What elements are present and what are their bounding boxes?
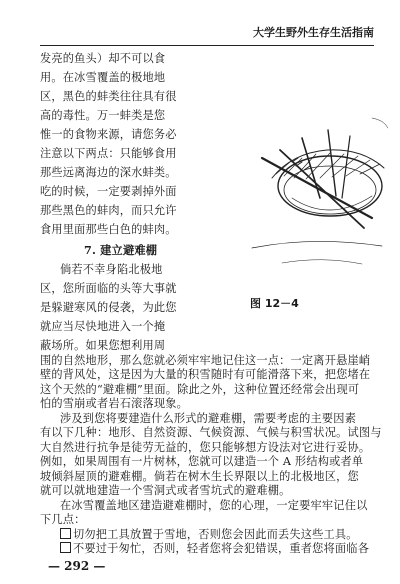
section-line: 是躲避寒风的侵袭，为此您 <box>40 301 177 314</box>
body-line: 这个天然的“避难棚”里面。除此之外，这种位置还经常会出现可 <box>40 382 360 396</box>
body-line <box>60 499 400 513</box>
body-line: 有以下几种：地形、自然资源、气候资源、气候与积雪状况。试图与 <box>40 426 382 440</box>
left-column-line: 吃的时候，一定要剥掉外面 <box>40 185 177 198</box>
body-line: 怕的雪崩或者岩石滚落现象。 <box>40 397 189 411</box>
body-line: 壁的背风处，这是因为大量的积雪随时有可能滑落下来，把您堵在 <box>40 368 371 382</box>
body-line: 大自然进行抗争是徒劳无益的，您只能够想方设法对它进行妥协。 <box>40 440 371 454</box>
section-line: 蔽场所。如果您想利用周 <box>40 339 166 352</box>
page-number: — 292 — <box>48 559 106 573</box>
left-column-line: 注意以下两点：只能够食用 <box>40 147 177 160</box>
checkbox-square-icon <box>60 542 71 553</box>
left-column-line: 用。在冰雪覆盖的极地地 <box>40 71 166 84</box>
running-header: 大学生野外生存生活指南 <box>40 24 374 46</box>
checklist-item <box>60 542 400 556</box>
section-line: 区，您所面临的头等大事就 <box>40 282 177 295</box>
checkbox-square-icon <box>60 528 71 539</box>
left-column-line: 发亮的鱼头）却不可以食 <box>40 52 166 65</box>
body-line: 涉及到您将要建造什么形式的避难棚，需要考虑的主要因素 <box>60 411 357 425</box>
checklist-item-text: 不要过于匆忙，否则，轻者您将会犯错误，重者您将面临各 <box>73 542 370 555</box>
left-column-line: 惟一的食物来源，请您务必 <box>40 128 177 141</box>
body-line: 坡倾斜屋顶的避难棚。倘若在树木生长界限以上的北极地区，您 <box>40 469 359 483</box>
body-line: 例如，如果周围有一片树林，您就可以建造一个 A 形结构或者单 <box>40 455 364 469</box>
body-line: 围的自然地形，那么您就必须牢牢地记住这一点：一定离开悬崖峭 <box>40 354 371 367</box>
body-line-text: 在冰雪覆盖地区建造避难棚时，您的心理，一定要牢牢记住以 <box>60 498 368 512</box>
left-column-line: 那些黑色的蚌肉，而只允许 <box>40 204 177 217</box>
body-line <box>40 513 380 527</box>
left-column-line: 高的毒性。万一蚌类是您 <box>40 109 166 122</box>
shelter-sketch-icon <box>232 58 392 290</box>
checklist-item-text: 切勿把工具放置于雪地，否则您会因此而丢失这些工具。 <box>73 527 358 541</box>
left-column-line: 食用里面那些白色的蚌肉。 <box>40 223 177 236</box>
checklist-item <box>60 528 400 542</box>
figure-caption: 图 12－4 <box>250 297 299 310</box>
left-column-line: 那些远离海边的深水蚌类。 <box>40 166 177 179</box>
section-line: 就应当尽快地进入一个掩 <box>40 320 166 333</box>
body-line: 就可以就地建造一个雪洞式或者雪坑式的避难棚。 <box>40 484 291 498</box>
section-heading: 7. 建立避难棚 <box>84 243 158 257</box>
body-line-text: 下几点： <box>40 513 86 527</box>
left-column-line: 区，黑色的蚌类往往具有很 <box>40 90 177 103</box>
section-line: 倘若不幸身陷北极地 <box>60 263 163 276</box>
